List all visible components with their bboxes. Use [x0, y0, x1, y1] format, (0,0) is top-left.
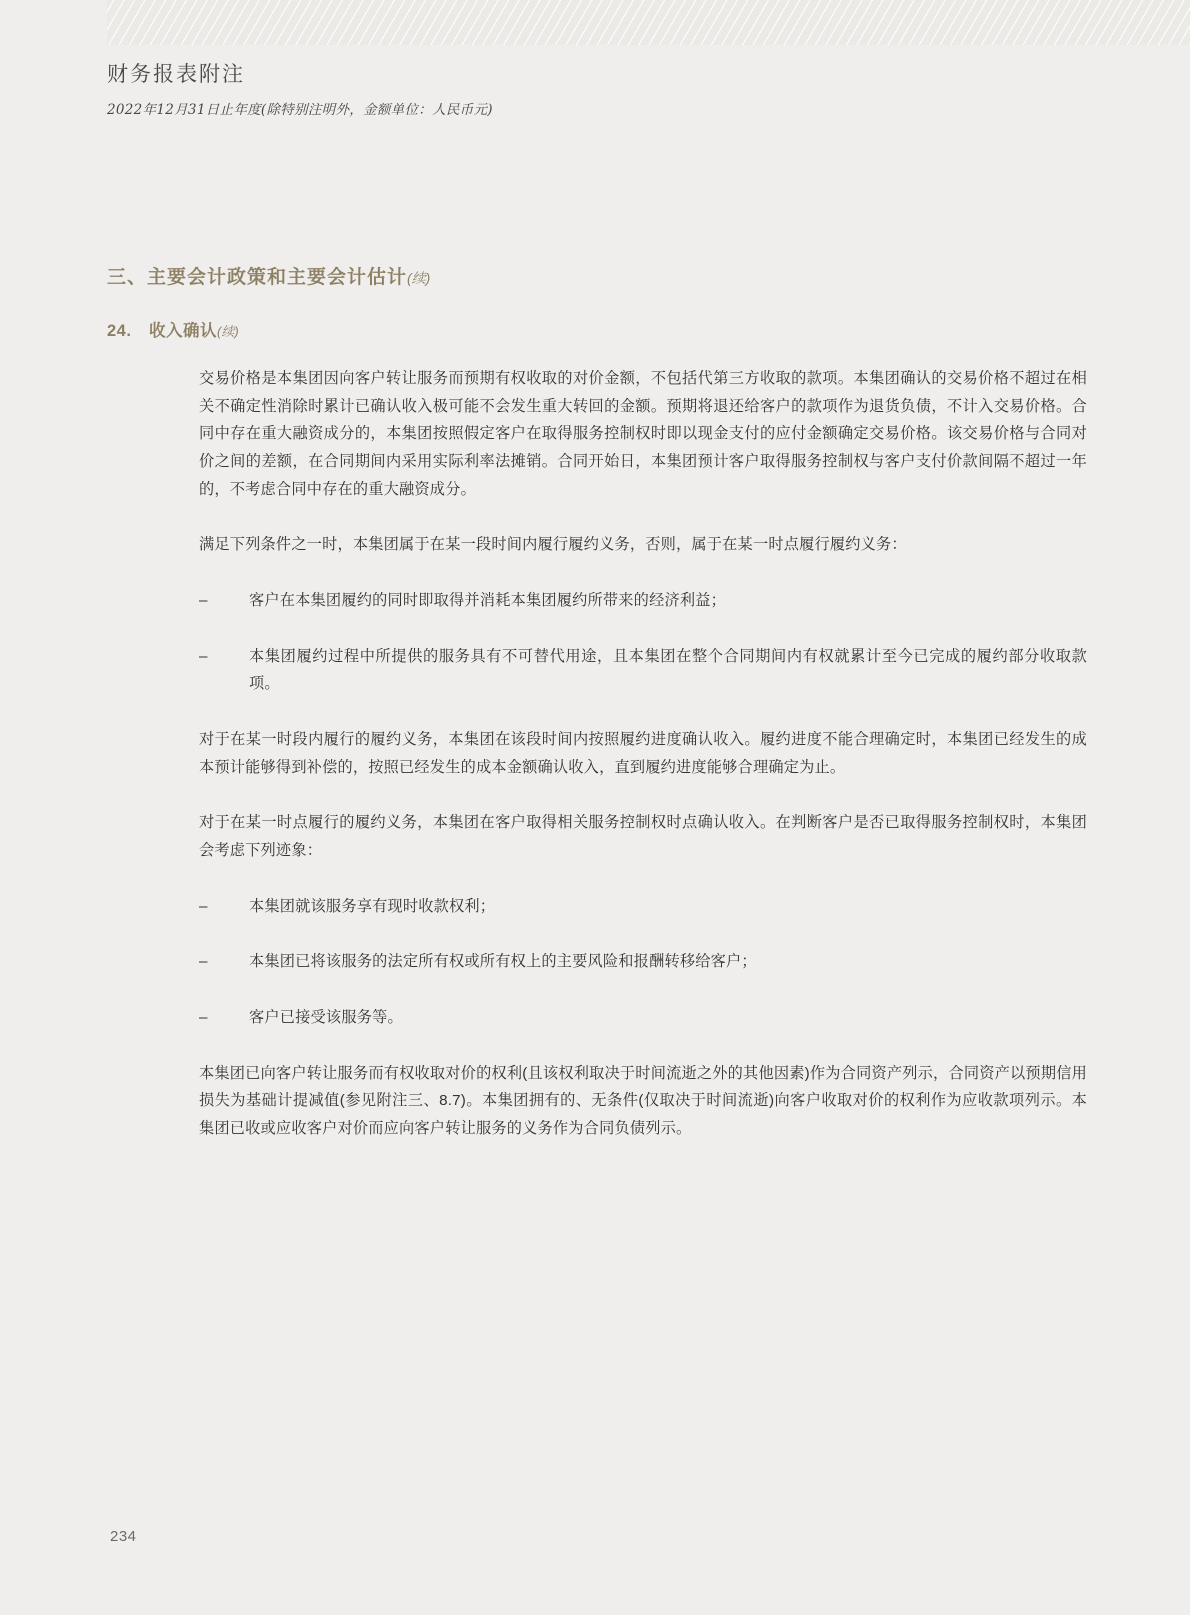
list-item [199, 643, 1087, 698]
paragraph-transaction-price: 交易价格是本集团因向客户转让服务而预期有权收取的对价金额，不包括代第三方收取的款项。本集团确认的交易价格不超过在相关不确定性消除时累计已确认收入极可能不会发生重大转回的金额。预期将退还给客户的款项作为退货负债，不计入交易价格。合同中存在重大融资成分的，本集团按照假定客户在取得服务控制权时即以现金支付的应付金额确定交易价格。该交易价格与合同对价之间的差额，在合同期间内采用实际利率法摊销。合同开始日，本集团预计客户取得服务控制权与客户支付价款间隔不超过一年的，不考虑合同中存在的重大融资成分。 [199, 370, 1087, 498]
list-item-text: 本集团已将该服务的法定所有权或所有权上的主要风险和报酬转移给客户； [249, 953, 757, 971]
subsection-title-continued: (续) [217, 324, 239, 339]
decorative-hatch-band [107, 0, 1190, 45]
list-item [199, 1004, 1087, 1032]
paragraph-over-time-recognition: 对于在某一时段内履行的履约义务，本集团在该段时间内按照履约进度确认收入。履约进度不能合理确定时，本集团已经发生的成本预计能够得到补偿的，按照已经发生的成本金额确认收入，直到履约进度能够合理确定为止。 [199, 730, 1087, 776]
bullet-dash-icon: – [199, 897, 208, 915]
subsection-heading [107, 317, 1087, 341]
bullet-dash-icon: – [199, 647, 208, 665]
bullet-dash-icon: – [199, 953, 208, 971]
list-item [199, 948, 1087, 976]
section-heading [107, 262, 1087, 289]
list-item [199, 893, 1087, 921]
page-content [107, 262, 1087, 1170]
page-number: 234 [110, 1528, 137, 1545]
header-subtitle: 2022年12月31日止年度(除特别注明外，金额单位：人民币元) [107, 102, 493, 118]
header-title: 财务报表附注 [107, 62, 245, 86]
bullet-list-control-indicators [199, 893, 1087, 1032]
bullet-dash-icon: – [199, 1008, 208, 1026]
section-heading-text: 三、主要会计政策和主要会计估计 [107, 267, 408, 288]
bullet-dash-icon: – [199, 591, 208, 609]
subsection-title: 收入确认 [149, 322, 217, 340]
paragraph-contract-assets-liabilities: 本集团已向客户转让服务而有权收取对价的权利(且该权利取决于时间流逝之外的其他因素)作为合同资产列示，合同资产以预期信用损失为基础计提减值(参见附注三、8.7)。本集团拥有的、无条件(仅取决于时间流逝)向客户收取对价的权利作为应收款项列示。本集团已收或应收客户对价而应向客户转让服务的义务作为合同负债列示。 [199, 1064, 1087, 1137]
subsection-number: 24. [107, 322, 132, 340]
paragraph-point-in-time-recognition: 对于在某一时点履行的履约义务，本集团在客户取得相关服务控制权时点确认收入。在判断客户是否已取得服务控制权时，本集团会考虑下列迹象： [199, 814, 1087, 859]
running-header [107, 58, 493, 118]
section-heading-continued: (续) [407, 270, 431, 286]
list-item-text: 客户在本集团履约的同时即取得并消耗本集团履约所带来的经济利益； [249, 591, 727, 609]
body-text-block [107, 365, 1087, 1142]
list-item [199, 587, 1087, 615]
list-item-text: 客户已接受该服务等。 [249, 1008, 403, 1026]
list-item-text: 本集团就该服务享有现时收款权利； [249, 897, 496, 915]
list-item-text: 本集团履约过程中所提供的服务具有不可替代用途，且本集团在整个合同期间内有权就累计至今已完成的履约部分收取款项。 [249, 647, 1087, 693]
paragraph-performance-conditions: 满足下列条件之一时，本集团属于在某一段时间内履行履约义务，否则，属于在某一时点履行履约义务： [199, 536, 907, 554]
bullet-list-performance-over-time [199, 587, 1087, 698]
